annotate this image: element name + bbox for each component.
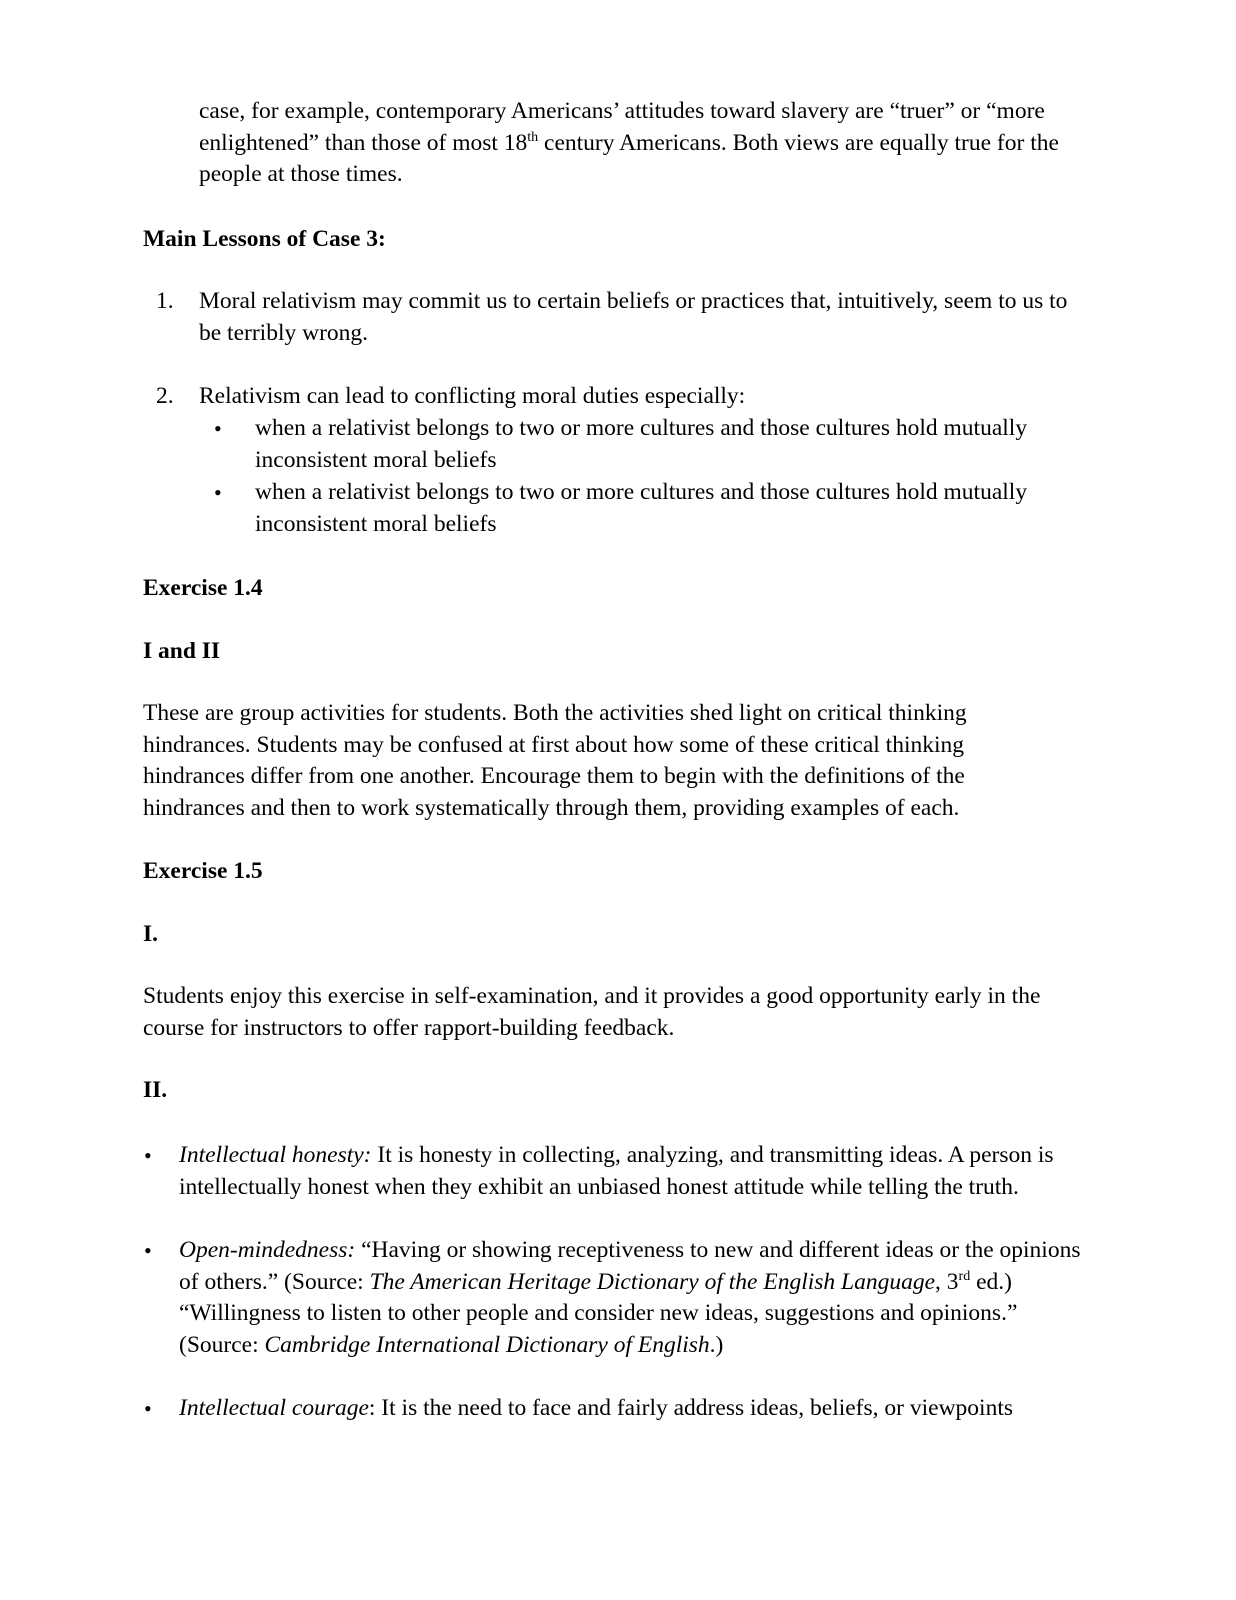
- bullet-intellectual-honesty: [179, 1140, 1089, 1203]
- edition-text: , 3: [935, 1268, 959, 1295]
- exercise-1-4-paragraph: These are group activities for students. Both the activities shed light on critical thinking hindrances. Students may be confused at first about how some of these critical thinking hindrances differ from one another. Encourage them to begin with the definitions of the hindrances and then to work systematically through them, providing examples of each.: [143, 700, 967, 821]
- bullet-intellectual-courage: [179, 1393, 1089, 1425]
- exercise-1-5-part-2-heading: II.: [143, 1077, 168, 1103]
- term-intellectual-honesty: Intellectual honesty:: [179, 1142, 372, 1168]
- exercise-1-4-subheading: I and II: [143, 638, 221, 664]
- bullet-open-mindedness: [179, 1235, 1089, 1361]
- definition-intellectual-courage: : It is the need to face and fairly address ideas, beliefs, or viewpoints: [368, 1395, 1013, 1421]
- source-title-1: The American Heritage Dictionary of the English Language: [369, 1268, 936, 1295]
- sub-bullet-2-text: when a relativist belongs to two or more cultures and those cultures hold mutually inconsistent moral beliefs: [255, 479, 1028, 537]
- intro-text-b: century Americans. Both views are equally true for the people at those times.: [199, 129, 1059, 187]
- ordinal-superscript: rd: [958, 1268, 971, 1284]
- bullet-icon: •: [144, 1238, 152, 1263]
- definition-part-3: .): [709, 1331, 724, 1358]
- list-item-1-text: Moral relativism may commit us to certain beliefs or practices that, intuitively, seem to us to be terribly wrong.: [199, 288, 1068, 346]
- intro-text-a: case, for example, contemporary Americans’ attitudes toward slavery are “truer” or “more enlightened” than those of most 18: [199, 98, 1045, 156]
- definition-part-2: ed.) “Willingness to listen to other people and consider new ideas, suggestions and opinions.” (Source:: [179, 1268, 1018, 1358]
- exercise-1-5-heading: Exercise 1.5: [143, 858, 263, 884]
- term-intellectual-courage: Intellectual courage: [179, 1395, 369, 1421]
- case3-heading: Main Lessons of Case 3:: [143, 226, 386, 252]
- definition-part-1: “Having or showing receptiveness to new and different ideas or the opinions of others.” (Source:: [179, 1237, 1081, 1295]
- term-open-mindedness: Open-mindedness:: [179, 1237, 356, 1263]
- exercise-1-5-part-1-heading: I.: [143, 921, 159, 947]
- bullet-icon: •: [144, 1396, 152, 1421]
- list-number-2: 2.: [156, 383, 174, 409]
- ordinal-superscript: th: [527, 129, 539, 145]
- bullet-icon: •: [144, 1143, 152, 1168]
- exercise-1-4-heading: Exercise 1.4: [143, 575, 263, 601]
- definition-intellectual-honesty: It is honesty in collecting, analyzing, and transmitting ideas. A person is intellectually honest when they exhibit an unbiased honest attitude while telling the truth.: [179, 1142, 1054, 1200]
- bullet-icon: •: [214, 416, 222, 441]
- list-item-2-text: Relativism can lead to conflicting moral duties especially:: [199, 383, 746, 409]
- list-number-1: 1.: [156, 288, 174, 314]
- intro-paragraph: [199, 96, 1089, 191]
- sub-bullet-1-text: when a relativist belongs to two or more cultures and those cultures hold mutually inconsistent moral beliefs: [255, 415, 1028, 473]
- source-title-2: Cambridge International Dictionary of English: [264, 1331, 710, 1358]
- bullet-icon: •: [214, 480, 222, 505]
- exercise-1-5-part-1-paragraph: Students enjoy this exercise in self-examination, and it provides a good opportunity early in the course for instructors to offer rapport-building feedback.: [143, 983, 1041, 1041]
